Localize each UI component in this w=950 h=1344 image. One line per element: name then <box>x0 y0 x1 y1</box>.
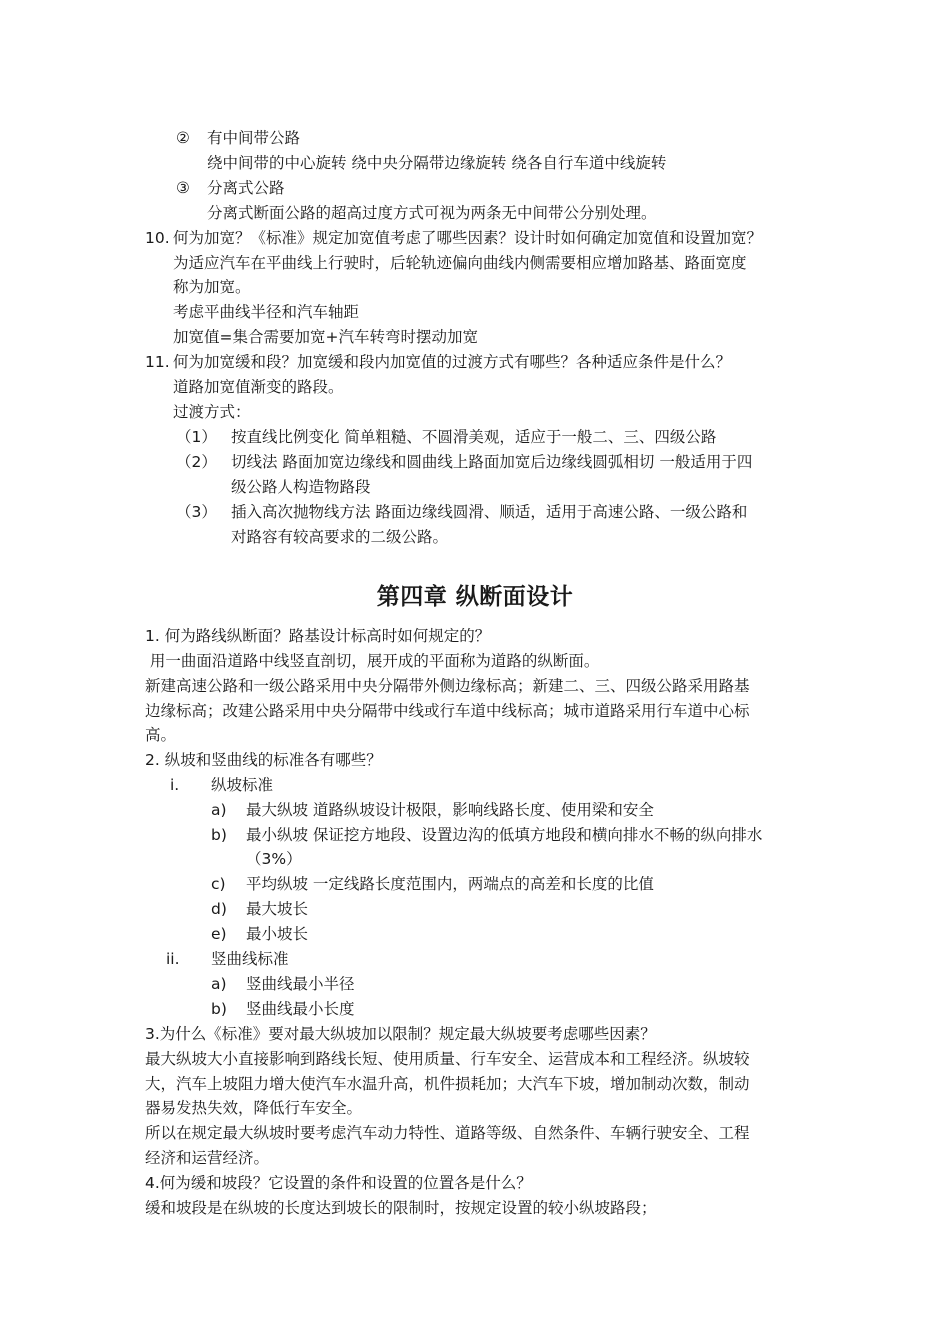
question-text: 3.为什么《标准》要对最大纵坡加以限制？规定最大纵坡要考虑哪些因素？ <box>145 1025 656 1043</box>
list-marker: ② <box>176 129 190 147</box>
answer-text: 新建高速公路和一级公路采用中央分隔带外侧边缘标高；新建二、三、四级公路采用路基 <box>145 677 750 695</box>
answer-text: 过渡方式： <box>173 403 251 421</box>
list-item-text: 最小纵坡 保证挖方地段、设置边沟的低填方地段和横向排水不畅的纵向排水 <box>246 826 763 844</box>
answer-text: 称为加宽。 <box>173 278 251 296</box>
question-number: 11. <box>145 353 170 371</box>
answer-text: 大，汽车上坡阻力增大使汽车水温升高，机件损耗加；大汽车下坡，增加制动次数，制动 <box>145 1075 750 1093</box>
list-item-text: 竖曲线最小半径 <box>246 975 355 993</box>
answer-text: 高。 <box>145 726 177 744</box>
answer-text: 加宽值=集合需要加宽+汽车转弯时摆动加宽 <box>173 328 478 346</box>
list-marker: e) <box>211 925 227 943</box>
question-text: 4.何为缓和坡段？它设置的条件和设置的位置各是什么？ <box>145 1174 532 1192</box>
answer-text: 道路加宽值渐变的路段。 <box>173 378 344 396</box>
question-text: 2. 纵坡和竖曲线的标准各有哪些？ <box>145 751 382 769</box>
answer-text: 边缘标高；改建公路采用中央分隔带中线或行车道中线标高；城市道路采用行车道中心标 <box>145 702 750 720</box>
list-item-body: 分离式断面公路的超高过度方式可视为两条无中间带公分别处理。 <box>207 204 657 222</box>
list-item-text: （3%） <box>246 850 302 868</box>
list-item-text: 插入高次抛物线方法 路面边缘线圆滑、顺适，适用于高速公路、一级公路和 <box>231 503 748 521</box>
list-marker: c) <box>211 875 226 893</box>
list-item-text: 级公路人构造物路段 <box>231 478 371 496</box>
answer-text: 用一曲面沿道路中线竖直剖切，展开成的平面称为道路的纵断面。 <box>145 652 600 670</box>
list-marker: （1） <box>176 428 217 446</box>
list-item-text: 按直线比例变化 简单粗糙、不圆滑美观，适应于一般二、三、四级公路 <box>231 428 717 446</box>
list-marker: b) <box>211 1000 227 1018</box>
list-marker: i. <box>170 776 180 794</box>
answer-text: 器易发热失效，降低行车安全。 <box>145 1099 363 1117</box>
question-number: 10. <box>145 229 170 247</box>
answer-text: 最大纵坡大小直接影响到路线长短、使用质量、行车安全、运营成本和工程经济。纵坡较 <box>145 1050 750 1068</box>
list-marker: ii. <box>166 950 180 968</box>
list-item-title: 有中间带公路 <box>207 129 301 147</box>
list-item-text: 平均纵坡 一定线路长度范围内，两端点的高差和长度的比值 <box>246 875 654 893</box>
list-marker: a) <box>211 975 227 993</box>
list-item-title: 纵坡标准 <box>211 776 274 794</box>
answer-text: 缓和坡段是在纵坡的长度达到坡长的限制时，按规定设置的较小纵坡路段； <box>145 1199 657 1217</box>
list-marker: a) <box>211 801 227 819</box>
question-text: 何为加宽缓和段？加宽缓和段内加宽值的过渡方式有哪些？各种适应条件是什么？ <box>173 353 732 371</box>
question-text: 1. 何为路线纵断面？路基设计标高时如何规定的？ <box>145 627 491 645</box>
list-item-text: 最大纵坡 道路纵坡设计极限，影响线路长度、使用梁和安全 <box>246 801 654 819</box>
list-marker: b) <box>211 826 227 844</box>
answer-text: 经济和运营经济。 <box>145 1149 270 1167</box>
list-marker: d) <box>211 900 227 918</box>
list-item-text: 最小坡长 <box>246 925 309 943</box>
list-marker: （3） <box>176 503 217 521</box>
answer-text: 所以在规定最大纵坡时要考虑汽车动力特性、道路等级、自然条件、车辆行驶安全、工程 <box>145 1124 750 1142</box>
question-text: 何为加宽？《标准》规定加宽值考虑了哪些因素？设计时如何确定加宽值和设置加宽？ <box>173 229 763 247</box>
list-item-body: 绕中间带的中心旋转 绕中央分隔带边缘旋转 绕各自行车道中线旋转 <box>207 154 667 172</box>
list-item-text: 竖曲线最小长度 <box>246 1000 355 1018</box>
list-item-title: 分离式公路 <box>207 179 285 197</box>
list-item-title: 竖曲线标准 <box>211 950 289 968</box>
list-marker: （2） <box>176 453 217 471</box>
chapter-title: 第四章 纵断面设计 <box>376 583 574 610</box>
answer-text: 为适应汽车在平曲线上行驶时，后轮轨迹偏向曲线内侧需要相应增加路基、路面宽度 <box>173 254 747 272</box>
list-item-text: 对路容有较高要求的二级公路。 <box>231 528 449 546</box>
list-marker: ③ <box>176 179 190 197</box>
list-item-text: 切线法 路面加宽边缘线和圆曲线上路面加宽后边缘线圆弧相切 一般适用于四 <box>231 453 753 471</box>
list-item-text: 最大坡长 <box>246 900 309 918</box>
answer-text: 考虑平曲线半径和汽车轴距 <box>173 303 360 321</box>
